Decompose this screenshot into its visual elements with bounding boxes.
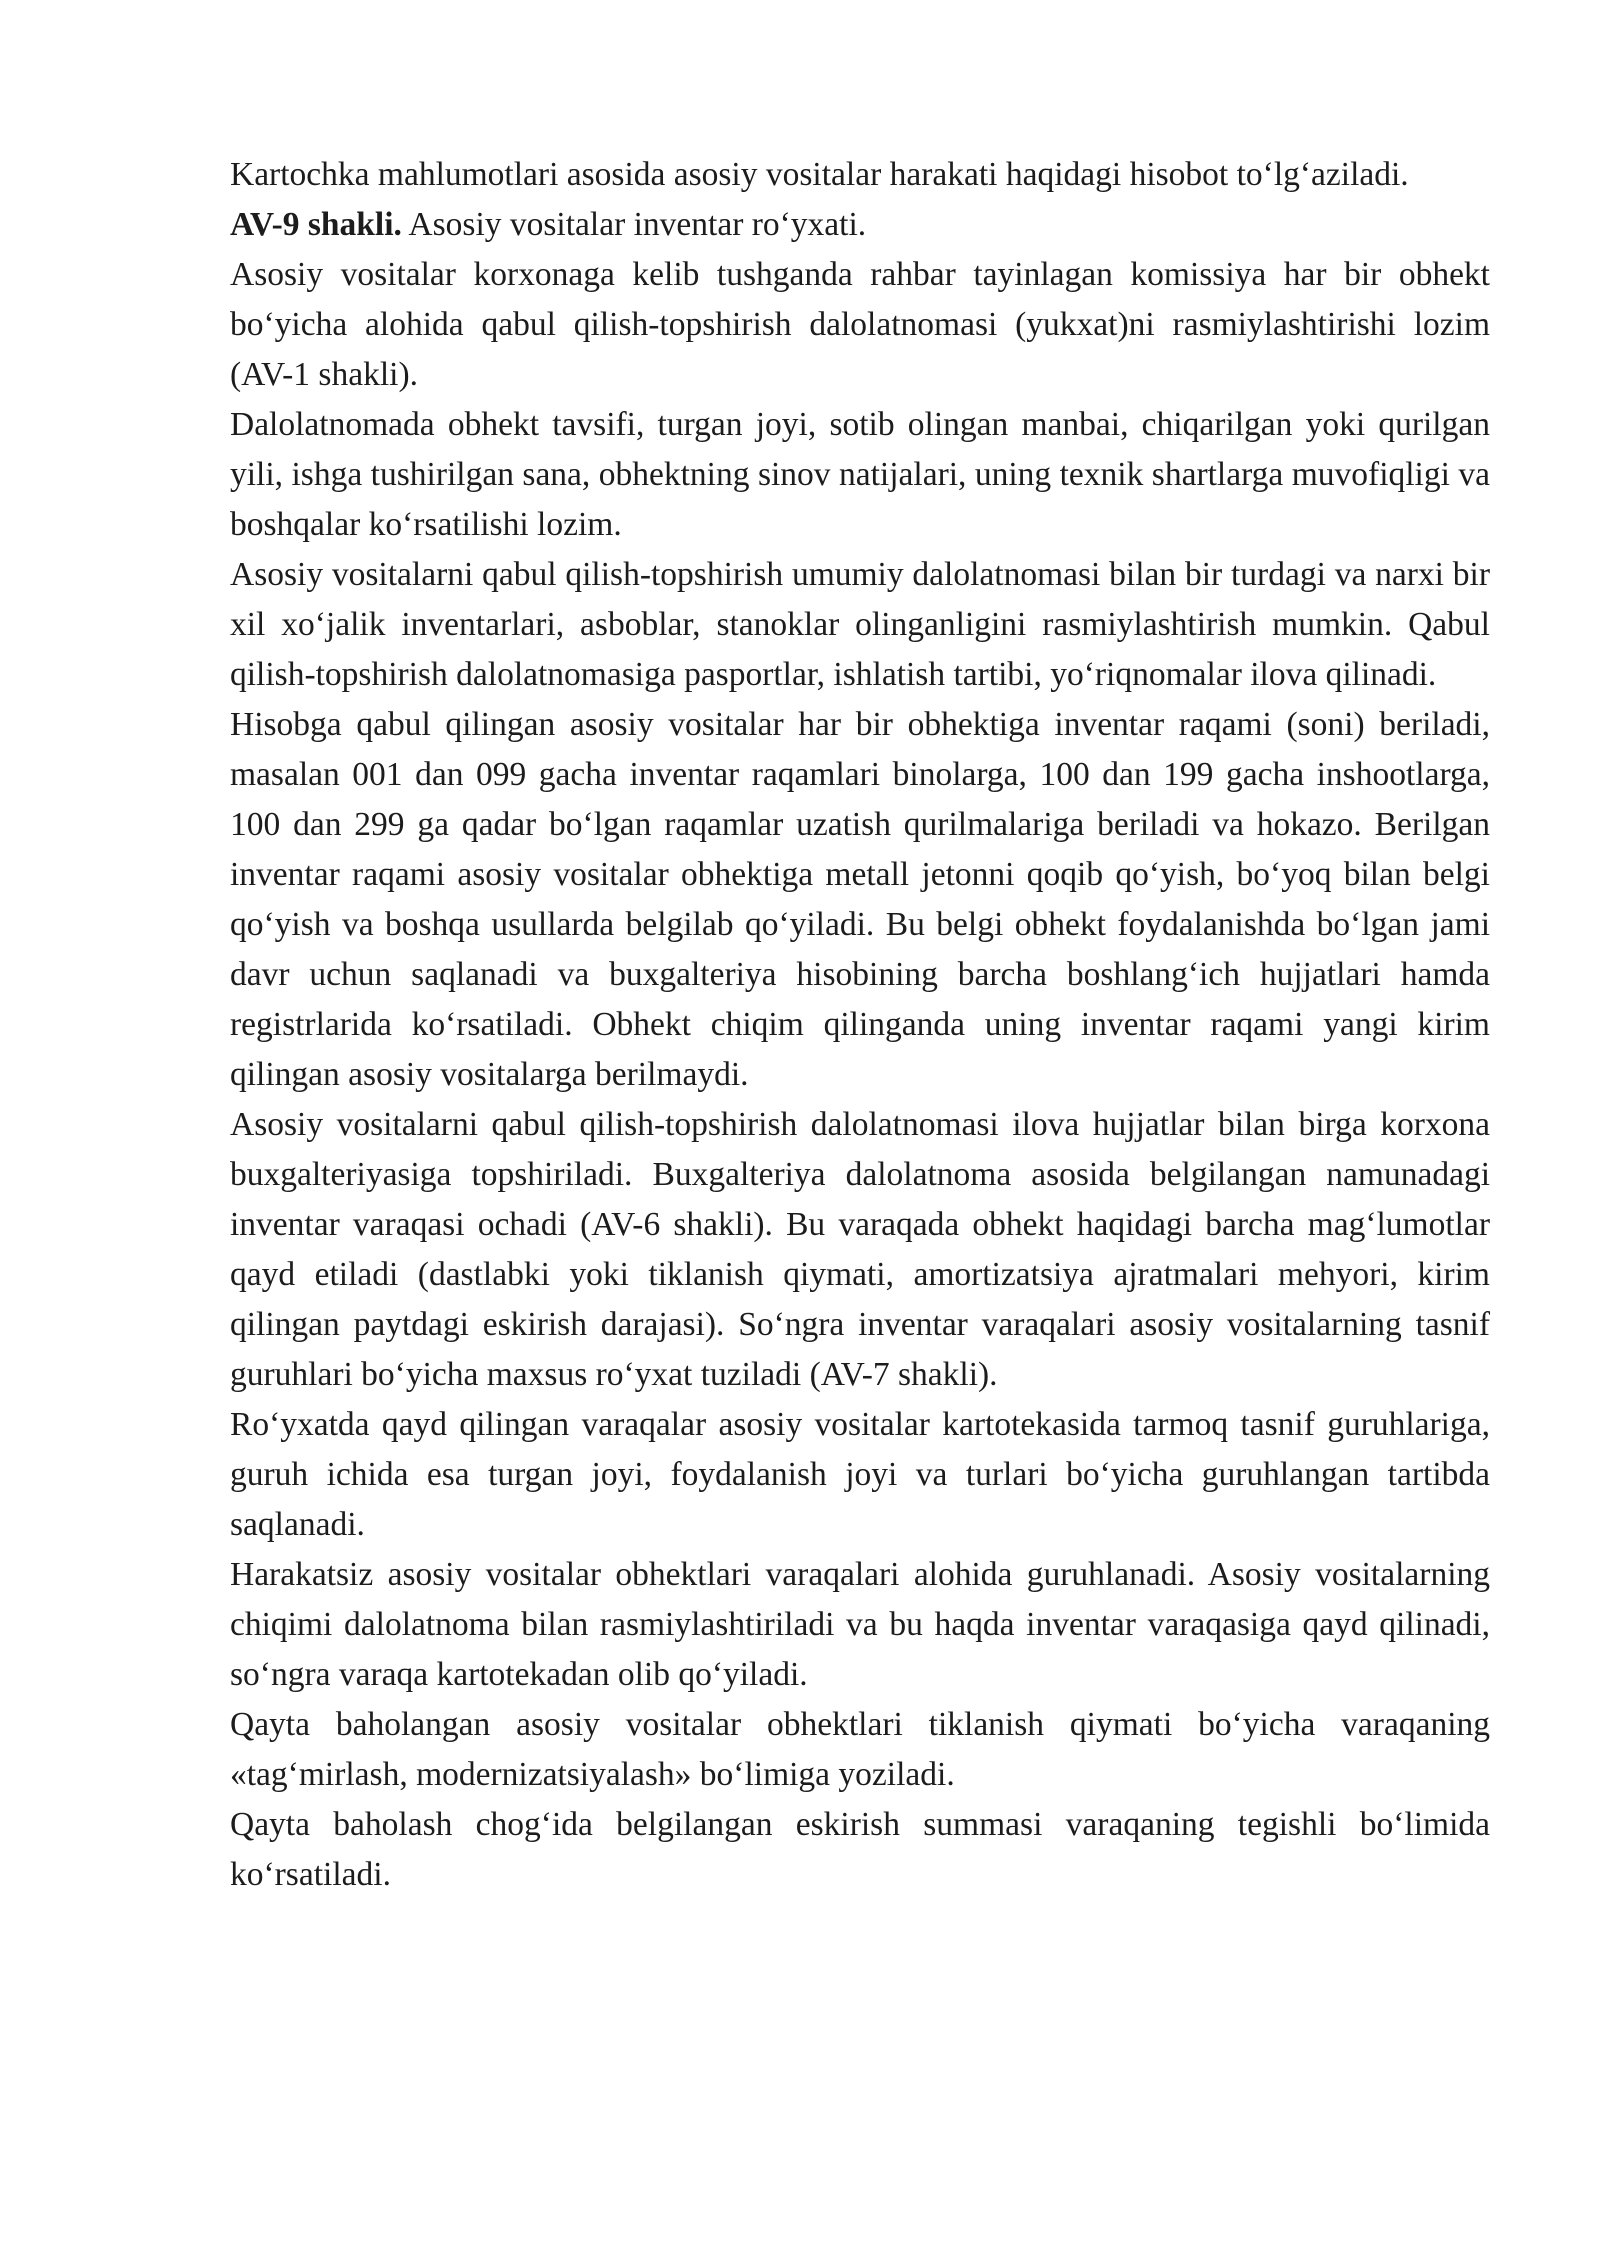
document-page (230, 150, 1490, 1900)
paragraph-inventory-card: Asosiy vositalarni qabul qilish-topshirish dalolatnomasi ilova hujjatlar bilan birga korxona buxgalteriyasiga topshiriladi. Buxgalteriya dalolatnoma asosida belgilangan namunadagi inventar varaqasi ochadi (AV-6 shakli). Bu varaqada obhekt haqidagi barcha mag‘lumotlar qayd etiladi (dastlabki yoki tiklanish qiymati, amortizatsiya ajratmalari mehyori, kirim qilingan paytdagi eskirish darajasi). So‘ngra inventar varaqalari asosiy vositalarning tasnif guruhlari bo‘yicha maxsus ro‘yxat tuziladi (AV-7 shakli). (230, 1106, 1490, 1393)
paragraph-act-contents: Dalolatnomada obhekt tavsifi, turgan joyi, sotib olingan manbai, chiqarilgan yoki qurilgan yili, ishga tushirilgan sana, obhektning sinov natijalari, uning texnik shartlarga muvofiqligi va boshqalar ko‘rsatilishi lozim. (230, 406, 1490, 543)
paragraph-card-index: Ro‘yxatda qayd qilingan varaqalar asosiy vositalar kartotekasida tarmoq tasnif guruhlariga, guruh ichida esa turgan joyi, foydalanish joyi va turlari bo‘yicha guruhlangan tartibda saqlanadi. (230, 1406, 1490, 1543)
paragraph-report-summary: Kartochka mahlumotlari asosida asosiy vositalar harakati haqidagi hisobot to‘lg‘aziladi. (230, 156, 1409, 193)
paragraph-idle-assets: Harakatsiz asosiy vositalar obhektlari varaqalari alohida guruhlanadi. Asosiy vositalarning chiqimi dalolatnoma bilan rasmiylashtiriladi va bu haqda inventar varaqasiga qayd qilinadi, so‘ngra varaqa kartotekadan olib qo‘yiladi. (230, 1556, 1490, 1693)
paragraph-acceptance-act: Asosiy vositalar korxonaga kelib tushganda rahbar tayinlagan komissiya har bir obhekt bo‘yicha alohida qabul qilish-topshirish dalolatnomasi (yukxat)ni rasmiylashtirishi lozim (AV-1 shakli). (230, 256, 1490, 393)
form-caption-av9: Asosiy vositalar inventar ro‘yxati. (401, 206, 867, 243)
paragraph-inventory-numbers: Hisobga qabul qilingan asosiy vositalar har bir obhektiga inventar raqami (soni) beriladi, masalan 001 dan 099 gacha inventar raqamlari binolarga, 100 dan 199 gacha inshootlarga, 100 dan 299 ga qadar bo‘lgan raqamlar uzatish qurilmalariga beriladi va hokazo. Berilgan inventar raqami asosiy vositalar obhektiga metall jetonni qoqib qo‘yish, bo‘yoq bilan belgi qo‘yish va boshqa usullarda belgilab qo‘yiladi. Bu belgi obhekt foydalanishda bo‘lgan jami davr uchun saqlanadi va buxgalteriya hisobining barcha boshlang‘ich hujjatlari hamda registrlarida ko‘rsatiladi. Obhekt chiqim qilinganda uning inventar raqami yangi kirim qilingan asosiy vositalarga berilmaydi. (230, 706, 1490, 1093)
paragraph-revaluation: Qayta baholangan asosiy vositalar obhektlari tiklanish qiymati bo‘yicha varaqaning «tag‘mirlash, modernizatsiyalash» bo‘limiga yoziladi. (230, 1706, 1490, 1793)
paragraph-av9-form (230, 200, 1490, 250)
form-label-av9: AV-9 shakli. (230, 206, 402, 243)
paragraph-general-act: Asosiy vositalarni qabul qilish-topshirish umumiy dalolatnomasi bilan bir turdagi va narxi bir xil xo‘jalik inventarlari, asboblar, stanoklar olinganligini rasmiylashtirish mumkin. Qabul qilish-topshirish dalolatnomasiga pasportlar, ishlatish tartibi, yo‘riqnomalar ilova qilinadi. (230, 556, 1490, 693)
paragraph-depreciation-amount: Qayta baholash chog‘ida belgilangan eskirish summasi varaqaning tegishli bo‘limida ko‘rsatiladi. (230, 1806, 1490, 1893)
